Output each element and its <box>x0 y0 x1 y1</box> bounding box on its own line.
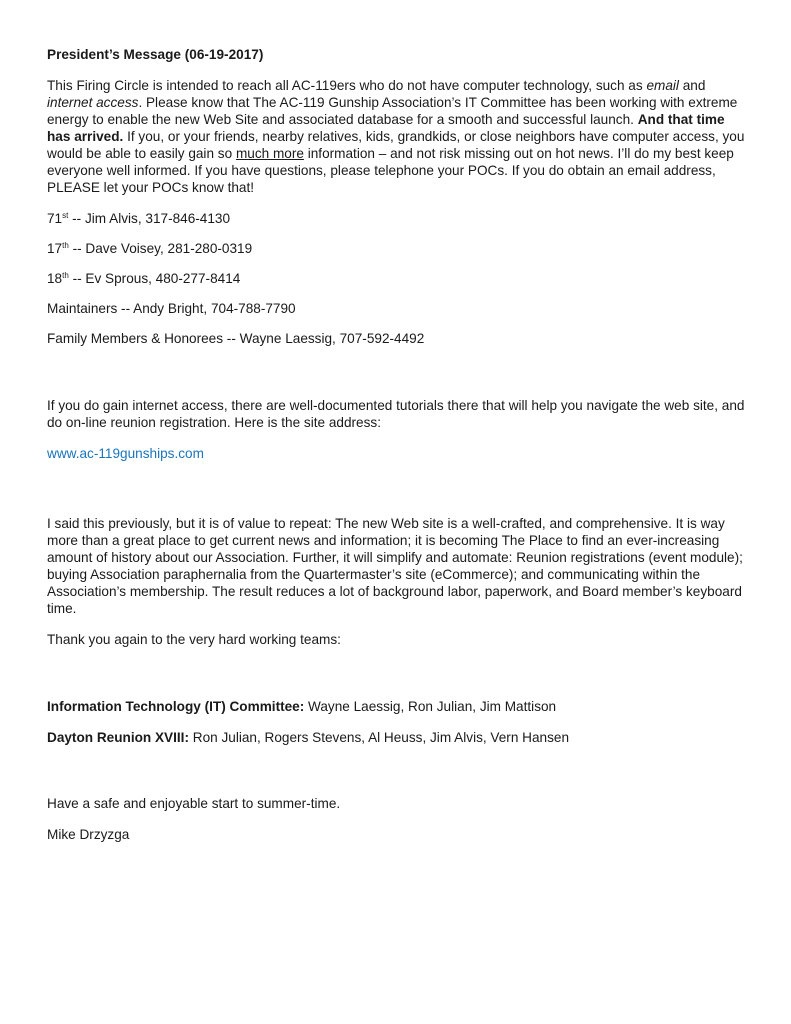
contact-line-maintainers <box>47 300 747 317</box>
contact-unit: 71 <box>47 211 63 226</box>
contact-details: -- Dave Voisey, 281-280-0319 <box>68 241 253 256</box>
intro-bold-sentence: And that time has arrived. <box>47 112 725 144</box>
contact-details: -- Andy Bright, 704-788-7790 <box>117 301 296 316</box>
intro-internet-word: internet access <box>47 95 139 110</box>
team-it-committee <box>47 698 747 715</box>
intro-text-1: This Firing Circle is intended to reach all AC-119ers who do not have computer technology, such as <box>47 78 647 93</box>
contact-line-18th <box>47 270 747 287</box>
contact-unit-suffix: st <box>62 211 69 220</box>
closing-line: Have a safe and enjoyable start to summer-time. <box>47 796 341 811</box>
contact-line-71st <box>47 210 747 227</box>
intro-paragraph <box>47 77 747 196</box>
intro-text-3: . Please know that The AC-119 Gunship Association’s IT Committee has been working with extreme energy to enable the new Web Site and associated database for a smooth and successful launch. <box>47 95 738 127</box>
intro-text-5: information – and not risk missing out on hot news. I’ll do my best keep everyone well informed. If you have questions, please telephone your POCs. If you do obtain an email address, PLEASE let your POCs know that! <box>47 146 734 195</box>
contact-unit-suffix: th <box>62 241 69 250</box>
intro-text-4: If you, or your friends, nearby relatives, kids, grandkids, or close neighbors have computer access, you would be able to easily gain so <box>47 129 745 161</box>
contact-unit-suffix: th <box>62 271 69 280</box>
document-page <box>47 46 747 843</box>
contact-line-family-members <box>47 330 747 347</box>
team-dayton-reunion <box>47 729 747 746</box>
intro-text-2: and <box>678 78 706 93</box>
web-site-paragraph: I said this previously, but it is of value to repeat: The new Web site is a well-crafted, and comprehensive. It is way more than a great place to get current news and information; it is becoming The Place to find an ever-increasing amount of history about our Association. Further, it will simplify and automate: Reunion registrations (event module); buying Association paraphernalia from the Quartermaster’s site (eCommerce); and communicating within the Association’s membership. The result reduces a lot of background labor, paperwork, and Board member’s keyboard time. <box>47 516 743 616</box>
contact-unit: Family Members & Honorees <box>47 331 224 346</box>
contact-details: -- Jim Alvis, 317-846-4130 <box>68 211 231 226</box>
contact-unit: Maintainers <box>47 301 118 316</box>
team-label: Information Technology (IT) Committee: <box>47 699 305 714</box>
team-members: Ron Julian, Rogers Stevens, Al Heuss, Jim Alvis, Vern Hansen <box>188 730 570 745</box>
site-address-link[interactable]: www.ac-119gunships.com <box>47 446 204 461</box>
contact-unit: 17 <box>47 241 63 256</box>
intro-underlined-phrase: much more <box>235 146 304 161</box>
intro-email-word: email <box>646 78 679 93</box>
contact-details: -- Ev Sprous, 480-277-8414 <box>68 271 241 286</box>
internet-access-paragraph: If you do gain internet access, there are well-documented tutorials there that will help you navigate the web site, and do on-line reunion registration. Here is the site address: <box>47 398 745 430</box>
team-label: Dayton Reunion XVIII: <box>47 730 189 745</box>
signature: Mike Drzyzga <box>47 827 130 842</box>
contact-unit: 18 <box>47 271 63 286</box>
page-title: President’s Message (06-19-2017) <box>47 47 264 62</box>
contact-line-17th <box>47 240 747 257</box>
thanks-paragraph: Thank you again to the very hard working teams: <box>47 632 341 647</box>
team-members: Wayne Laessig, Ron Julian, Jim Mattison <box>304 699 557 714</box>
contact-details: -- Wayne Laessig, 707-592-4492 <box>223 331 425 346</box>
